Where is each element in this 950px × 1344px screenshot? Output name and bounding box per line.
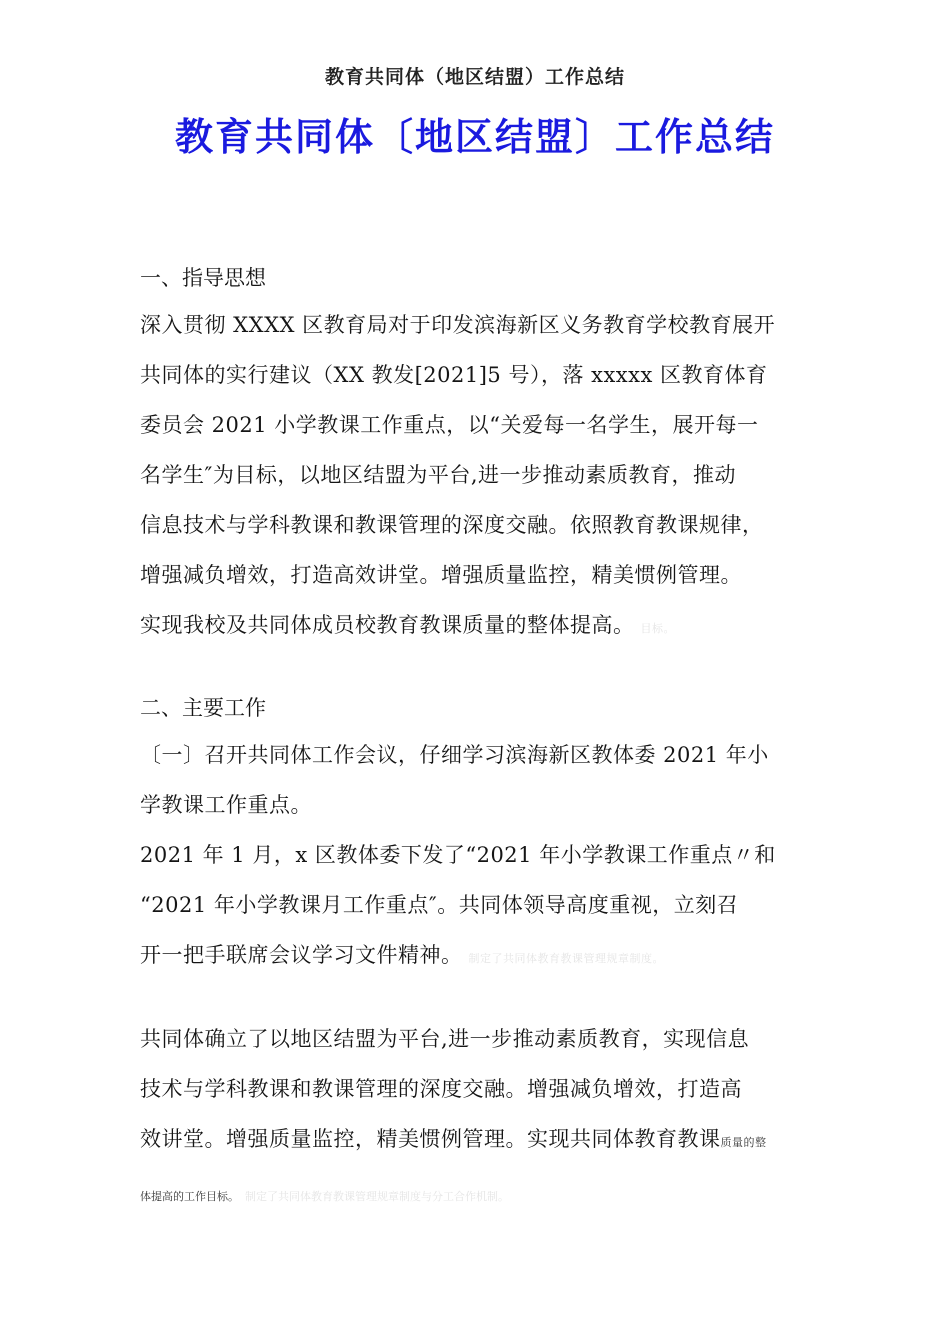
- section1-paragraph: [140, 300, 830, 650]
- small-tail-text: 体提高的工作目标。: [140, 1190, 239, 1203]
- paragraph-line: 委员会 2021 小学教课工作重点，以“关爱每一名学生，展开每一: [140, 413, 759, 437]
- paragraph-line: 增强减负增效，打造高效讲堂。增强质量监控，精美惯例管理。: [140, 563, 742, 587]
- paragraph-line: 信息技术与学科教课和教课管理的深度交融。依照教育教课规律，: [140, 513, 764, 537]
- paragraph-line: 名学生″为目标，以地区结盟为平台,进一步推动素质教育，推动: [140, 463, 737, 487]
- paragraph-line: 〔一〕召开共同体工作会议，仔细学习滨海新区教体委 2021 年小: [140, 743, 769, 767]
- small-overflow-text: 质量的整: [720, 1136, 767, 1149]
- paragraph-line: [140, 1114, 830, 1164]
- running-header: 教育共同体（地区结盟）工作总结: [324, 66, 625, 88]
- paragraph-line: 共同体的实行建议（XX 教发[2021]5 号），落 xxxxx 区教育体育: [140, 363, 768, 387]
- section2-item1: [140, 730, 830, 980]
- paragraph-line: 学教课工作重点。: [140, 793, 312, 817]
- paragraph-line: 技术与学科教课和教课管理的深度交融。增强减负增效，打造高: [140, 1077, 742, 1101]
- paragraph-line: [140, 930, 830, 980]
- faint-overflow-text: 目标。: [640, 622, 675, 635]
- paragraph-tail-line: [140, 1188, 509, 1204]
- paragraph-line-text: 实现我校及共同体成员校教育教课质量的整体提高。: [140, 613, 635, 637]
- document-title: 教育共同体〔地区结盟〕工作总结: [174, 115, 775, 159]
- paragraph-line: 深入贯彻 XXXX 区教育局对于印发滨海新区义务教育学校教育展开: [140, 313, 776, 337]
- paragraph-line: “2021 年小学教课月工作重点″。共同体领导高度重视，立刻召: [140, 893, 739, 917]
- paragraph-line: 2021 年 1 月，x 区教体委下发了“2021 年小学教课工作重点〃和: [140, 843, 776, 867]
- section-heading-main-work: 二、主要工作: [140, 696, 266, 720]
- paragraph-line: [140, 600, 830, 650]
- faint-overflow-text: 制定了共同体教育教课管理规章制度与分工合作机制。: [245, 1190, 509, 1203]
- paragraph-line-text: 开一把手联席会议学习文件精神。: [140, 943, 463, 967]
- paragraph-line: 共同体确立了以地区结盟为平台,进一步推动素质教育，实现信息: [140, 1027, 750, 1051]
- section2-paragraph2: [140, 1014, 830, 1164]
- paragraph-line-text: 效讲堂。增强质量监控，精美惯例管理。实现共同体教育教课: [140, 1127, 721, 1151]
- faint-overflow-text: 制定了共同体教育教课管理规章制度。: [468, 952, 664, 965]
- section-heading-guiding-ideology: 一、指导思想: [140, 266, 266, 290]
